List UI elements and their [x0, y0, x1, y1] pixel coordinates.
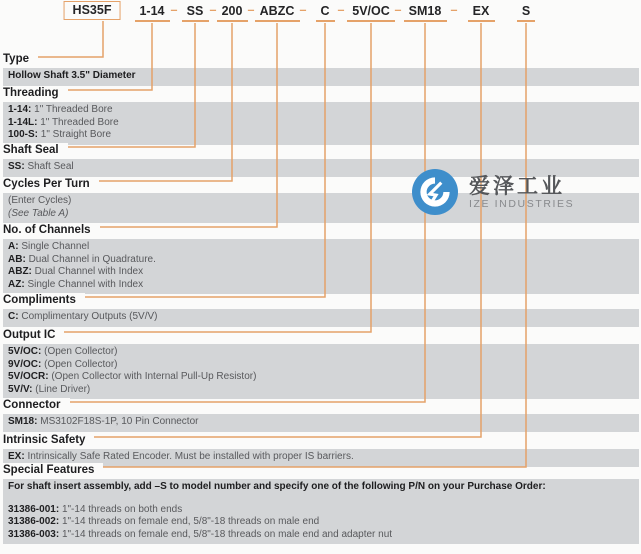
section-rows-no-of-channels — [3, 239, 639, 294]
spec-value: 1"-14 threads on female end, 5/8"-18 threads on male end and adapter nut — [61, 528, 393, 540]
section-rows-cycles-per-turn — [3, 193, 639, 223]
spec-row — [8, 416, 633, 429]
model-segment-sm18: SM18 — [408, 4, 442, 18]
model-segment-1-14: 1-14 — [139, 4, 165, 18]
spec-row — [8, 161, 633, 174]
spec-value: 1"-14 threads on both ends — [61, 503, 183, 515]
model-segment-abzc: ABZC — [259, 4, 295, 18]
segment-underline — [404, 20, 447, 22]
spec-row — [8, 104, 633, 117]
spec-value: Single Channel — [21, 241, 90, 252]
section-type — [3, 49, 639, 86]
segment-underline — [255, 20, 300, 22]
segment-underline — [217, 20, 248, 22]
spec-row — [8, 129, 633, 142]
spec-value: (Open Collector) — [44, 346, 118, 357]
spec-row — [8, 195, 633, 208]
model-segment-c: C — [320, 4, 330, 18]
segment-separator: – — [450, 3, 458, 17]
spec-row — [8, 266, 633, 279]
model-segment-s: S — [521, 4, 531, 18]
section-title-special-features: Special Features — [3, 463, 103, 477]
spec-key: 5V/V: — [8, 383, 33, 395]
spec-row — [8, 516, 633, 529]
spec-row — [8, 494, 633, 504]
spec-key: 1-14L: — [8, 116, 38, 128]
spec-row — [8, 371, 633, 384]
section-special-features — [3, 460, 639, 544]
spec-value: Intrinsically Safe Rated Encoder. Must be installed with proper IS barriers. — [27, 451, 354, 462]
model-segment-ex: EX — [472, 4, 490, 18]
section-compliments — [3, 290, 639, 327]
spec-key: SM18: — [8, 416, 38, 427]
spec-value: Complimentary Outputs (5V/V) — [21, 311, 158, 322]
spec-value: 1"-14 threads on female end, 5/8"-18 threads on male end — [61, 516, 320, 528]
section-rows-compliments — [3, 309, 639, 327]
spec-key: AB: — [8, 253, 26, 265]
spec-row — [8, 384, 633, 397]
section-rows-type — [3, 68, 639, 86]
section-title-no-of-channels: No. of Channels — [3, 223, 100, 237]
spec-key: EX: — [8, 451, 25, 462]
section-title-threading: Threading — [3, 86, 68, 100]
spec-key: 9V/OC: — [8, 358, 42, 370]
spec-row — [8, 241, 633, 254]
section-intrinsic-safety — [3, 430, 639, 467]
spec-value: Dual Channel with Index — [34, 266, 144, 278]
spec-value: 1" Straight Bore — [40, 129, 112, 141]
section-title-cycles-per-turn: Cycles Per Turn — [3, 177, 99, 191]
spec-value: (Open Collector with Internal Pull-Up Resistor) — [51, 371, 257, 383]
spec-value: MS3102F18S-1P, 10 Pin Connector — [40, 416, 199, 427]
section-title-shaft-seal: Shaft Seal — [3, 143, 68, 157]
section-connector — [3, 395, 639, 432]
segment-underline — [517, 20, 535, 22]
spec-key: 31386-002: — [8, 516, 60, 528]
section-shaft-seal — [3, 140, 639, 177]
spec-row — [8, 254, 633, 267]
spec-value: Dual Channel in Quadrature. — [28, 253, 156, 265]
model-series-box: HS35F — [64, 1, 121, 20]
spec-value: (See Table A) — [8, 207, 69, 219]
spec-row — [8, 117, 633, 130]
spec-row — [8, 481, 633, 494]
model-number-row — [0, 0, 641, 26]
model-segment-ss: SS — [186, 4, 204, 18]
watermark-en-text: IZE INDUSTRIES — [469, 197, 575, 210]
watermark-cn-text: 爱泽工业 — [469, 174, 565, 198]
spec-row — [8, 504, 633, 517]
spec-row — [8, 208, 633, 221]
section-title-output-ic: Output IC — [3, 328, 64, 342]
spec-key: ABZ: — [8, 266, 32, 278]
spec-key: 1-14: — [8, 104, 32, 115]
section-output-ic — [3, 325, 639, 399]
spec-row — [8, 70, 633, 83]
spec-row — [8, 279, 633, 292]
section-title-intrinsic-safety: Intrinsic Safety — [3, 433, 94, 447]
spec-key: 31386-001: — [8, 503, 60, 515]
spec-row — [8, 359, 633, 372]
segment-separator: – — [247, 3, 255, 17]
spec-row — [8, 451, 633, 464]
spec-value: (Enter Cycles) — [8, 195, 72, 206]
spec-row — [8, 529, 633, 542]
section-title-type: Type — [3, 52, 38, 66]
section-threading — [3, 83, 639, 145]
section-title-connector: Connector — [3, 398, 70, 412]
spec-value: For shaft insert assembly, add –S to model number and specify one of the following P/N on your Purchase Order: — [8, 481, 546, 492]
spec-value: Hollow Shaft 3.5" Diameter — [8, 70, 136, 81]
spec-value: Shaft Seal — [27, 161, 74, 172]
spec-key: 5V/OC: — [8, 346, 42, 357]
model-segment-200: 200 — [221, 4, 243, 18]
segment-underline — [316, 20, 335, 22]
model-segment-5v-oc: 5V/OC — [352, 4, 390, 18]
section-title-compliments: Compliments — [3, 293, 85, 307]
spec-key: AZ: — [8, 278, 25, 290]
segment-separator: – — [170, 3, 178, 17]
spec-key: A: — [8, 241, 19, 252]
spec-key: C: — [8, 311, 19, 322]
spec-key: SS: — [8, 161, 25, 172]
section-rows-threading — [3, 102, 639, 145]
segment-separator: – — [337, 3, 345, 17]
spec-value: 1" Threaded Bore — [34, 104, 113, 115]
segment-separator: – — [299, 3, 307, 17]
spec-value: (Line Driver) — [35, 383, 91, 395]
section-rows-special-features — [3, 479, 639, 544]
spec-key: 31386-003: — [8, 528, 60, 540]
segment-separator: – — [394, 3, 402, 17]
segment-underline — [135, 20, 170, 22]
segment-underline — [468, 20, 495, 22]
spec-key: 5V/OCR: — [8, 371, 49, 383]
spec-value: 1" Threaded Bore — [40, 116, 119, 128]
spec-row — [8, 346, 633, 359]
section-rows-output-ic — [3, 344, 639, 399]
segment-underline — [347, 20, 395, 22]
spec-key: 100-S: — [8, 129, 39, 141]
section-rows-shaft-seal — [3, 159, 639, 177]
section-rows-connector — [3, 414, 639, 432]
spec-row — [8, 311, 633, 324]
section-cycles-per-turn — [3, 174, 639, 223]
section-no-of-channels — [3, 220, 639, 294]
segment-underline — [182, 20, 209, 22]
spec-value: Single Channel with Index — [27, 278, 144, 290]
spec-value: (Open Collector) — [44, 358, 118, 370]
segment-separator: – — [209, 3, 217, 17]
